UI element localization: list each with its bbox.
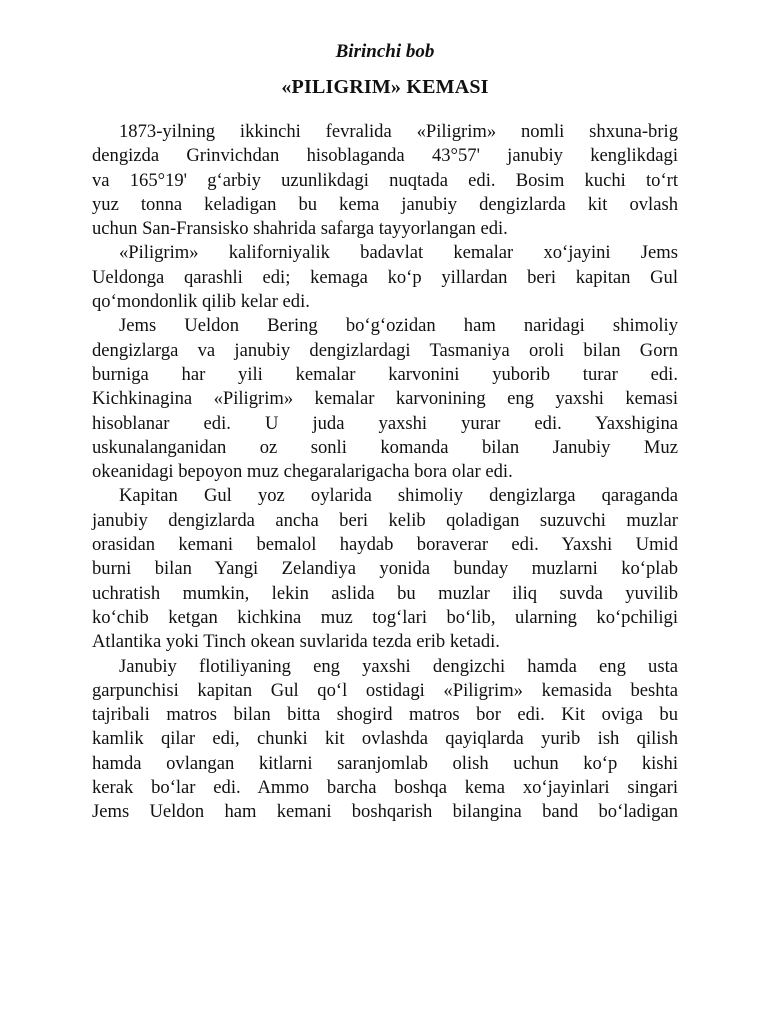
text-line: orasidan kemani bemalol haydab boraverar edi. Yaxshi Umid — [92, 534, 678, 556]
text-line: Kapitan Gul yoz oylarida shimoliy dengizlarga qaraganda — [119, 485, 678, 507]
paragraph-1 — [92, 120, 678, 241]
text-line: uchratish mumkin, lekin aslida bu muzlar iliq suvda yuvilib — [92, 582, 678, 604]
text-line: Jems Ueldon ham kemani boshqarish bilangina band bo‘ladigan — [92, 801, 678, 823]
text-line: kamlik qilar edi, chunki kit ovlashda qayiqlarda yurib ish qilish — [92, 728, 678, 750]
text-line: uskunalanganidan oz sonli komanda bilan Janubiy Muz — [92, 436, 678, 458]
paragraph-3 — [92, 314, 678, 484]
text-line: Janubiy flotiliyaning eng yaxshi dengizchi hamda eng usta — [119, 655, 678, 677]
paragraph-2 — [92, 241, 678, 314]
chapter-heading: Birinchi bob — [335, 41, 435, 62]
page-title: «PILIGRIM» KEMASI — [281, 76, 489, 98]
text-line: burni bilan Yangi Zelandiya yonida bunday muzlarni ko‘plab — [92, 558, 678, 580]
text-line: janubiy dengizlarda ancha beri kelib qoladigan suzuvchi muzlar — [92, 509, 678, 531]
text-line: yuz tonna keladigan bu kema janubiy dengizlarda kit ovlash — [92, 193, 678, 215]
text-line: hisoblanar edi. U juda yaxshi yurar edi. Yaxshigina — [92, 412, 678, 434]
text-line: dengizda Grinvichdan hisoblaganda 43°57' janubiy kenglikdagi — [92, 145, 678, 167]
text-line: Jems Ueldon Bering bo‘g‘ozidan ham naridagi shimoliy — [119, 315, 678, 337]
paragraph-4 — [92, 484, 678, 654]
text-line: burniga har yili kemalar karvonini yuborib turar edi. — [92, 363, 678, 385]
text-line: 1873-yilning ikkinchi fevralida «Piligrim» nomli shxuna-brig — [119, 121, 678, 142]
text-line: Kichkinagina «Piligrim» kemalar karvonining eng yaxshi kemasi — [92, 388, 678, 410]
text-line: okeanidagi bepoyon muz chegaralarigacha bora olar edi. — [92, 461, 513, 483]
text-line: tajribali matros bilan bitta shogird matros bor edi. Kit oviga bu — [92, 704, 678, 726]
text-line: uchun San-Fransisko shahrida safarga tayyorlangan edi. — [92, 218, 508, 240]
text-line: qo‘mondonlik qilib kelar edi. — [92, 291, 310, 313]
text-line: hamda ovlangan kitlarni saranjomlab olish uchun ko‘p kishi — [92, 752, 678, 774]
text-line: dengizlarga va janubiy dengizlardagi Tasmaniya oroli bilan Gorn — [92, 339, 678, 361]
text-line: Ueldonga qarashli edi; kemaga ko‘p yillardan beri kapitan Gul — [92, 266, 678, 288]
paragraph-5 — [92, 655, 678, 825]
text-line: kerak bo‘lar edi. Ammo barcha boshqa kema xo‘jayinlari singari — [92, 777, 678, 799]
text-line: «Piligrim» kaliforniyalik badavlat kemalar xo‘jayini Jems — [119, 242, 678, 264]
text-line: va 165°19' g‘arbiy uzunlikdagi nuqtada edi. Bosim kuchi to‘rt — [92, 169, 678, 191]
text-line: Atlantika yoki Tinch okean suvlarida tezda erib ketadi. — [92, 631, 500, 653]
text-line: ko‘chib ketgan kichkina muz tog‘lari bo‘lib, ularning ko‘pchiligi — [92, 606, 678, 628]
book-page — [92, 40, 678, 825]
text-line: garpunchisi kapitan Gul qo‘l ostidagi «Piligrim» kemasida beshta — [92, 679, 678, 701]
